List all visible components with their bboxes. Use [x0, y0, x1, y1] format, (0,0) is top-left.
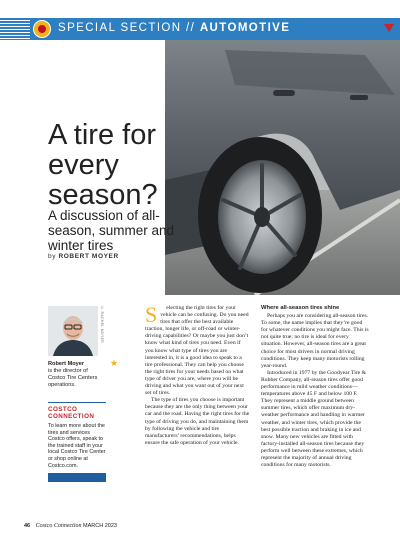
sidebar-title-line2: CONNECTION — [48, 413, 95, 420]
banner-topic: AUTOMOTIVE — [199, 22, 291, 34]
photo-credit: © RACHEL MOYER — [100, 306, 104, 344]
paragraph: Introduced in 1977 by the Goodyear Tire & Rubber Company, all-season tires offer good performance in mild weather conditions—temperatures above 45 F and below 100 F. They represent a middle ground between summer tires, which offer maximum dry-weather performance and handling in warmer weather, and winter tires, which provide the best possible traction and braking in ice and snow. Many new vehicles are fitted with factory-installed all-season tires because they perform well between these extremes, which represent the majority of annual driving conditions for many motorists. — [261, 369, 367, 469]
byline-prefix: by — [48, 253, 59, 260]
author-bio-name: Robert Moyer — [48, 361, 85, 367]
banner-stripes — [0, 18, 30, 40]
sidebar-title-line1: COSTCO — [48, 406, 78, 413]
drop-cap: S — [145, 302, 158, 327]
corner-logo-icon — [384, 24, 394, 32]
sidebar-body: To learn more about the tires and services Costco offers, speak to the trained staff in your local Costco Tire Center or shop online at Costco.com. — [48, 423, 106, 469]
paragraph-text: electing the right tires for your vehicle can be confusing. Do you need tires that offer the best available traction, longer life, or off-road or winter-driving capabilities? Or maybe you just don’t know what kind of tires you need. Even if you know what type of tires you are interested in, it is a good idea to speak to a tire professional. They can help you choose the right tires for your needs based on what type of driver you are, where you will be driving and what you want out of your next set of tires. — [145, 305, 249, 397]
page-number: 46 — [24, 523, 31, 529]
banner-section-label: SPECIAL SECTION // — [58, 22, 200, 34]
article-subhead: Where all-season tires shine — [261, 305, 340, 311]
paragraph: Perhaps you are considering all-season tires. To some, the name implies that they’re good for whatever conditions you might face. This is not quite true; no tire is ideal for every situation. However, all-season tires are a great choice for most drivers in normal driving conditions. They keep many motorists rolling year-round. — [261, 313, 369, 369]
sidebar-rule — [48, 402, 106, 403]
article-column-2 — [261, 305, 369, 469]
article-dek: A discussion of all-season, summer and winter tires — [48, 208, 175, 253]
section-banner — [0, 18, 400, 40]
paragraph: The type of tires you choose is important because they are the only thing between your car and the road. Having the right tires for the type of driving you do, and maintaining them by following the vehicle and tire manufacturers’ recommendations, helps ensure the safe operation of your vehicle. — [145, 397, 250, 446]
costco-connection-sidebar — [48, 402, 106, 482]
author-bio-text: is the director of Costco Tire Centers operations. — [48, 368, 98, 388]
banner-title — [58, 22, 290, 34]
sidebar-bar — [48, 473, 106, 482]
paragraph — [145, 302, 250, 397]
article-headline: A tire for every season? — [48, 119, 158, 211]
magazine-name: Costco Connection — [35, 523, 82, 529]
author-portrait — [48, 306, 98, 356]
byline-author: ROBERT MOYER — [58, 253, 119, 260]
car-tire-photo — [165, 40, 400, 295]
article-column-1 — [145, 302, 250, 447]
sidebar-title — [48, 406, 106, 420]
costco-badge-icon — [33, 20, 51, 38]
page-footer — [24, 523, 117, 529]
author-bio — [48, 361, 103, 389]
star-icon: ★ — [110, 358, 119, 368]
issue-date: MARCH 2023 — [83, 523, 117, 529]
byline — [48, 253, 119, 260]
